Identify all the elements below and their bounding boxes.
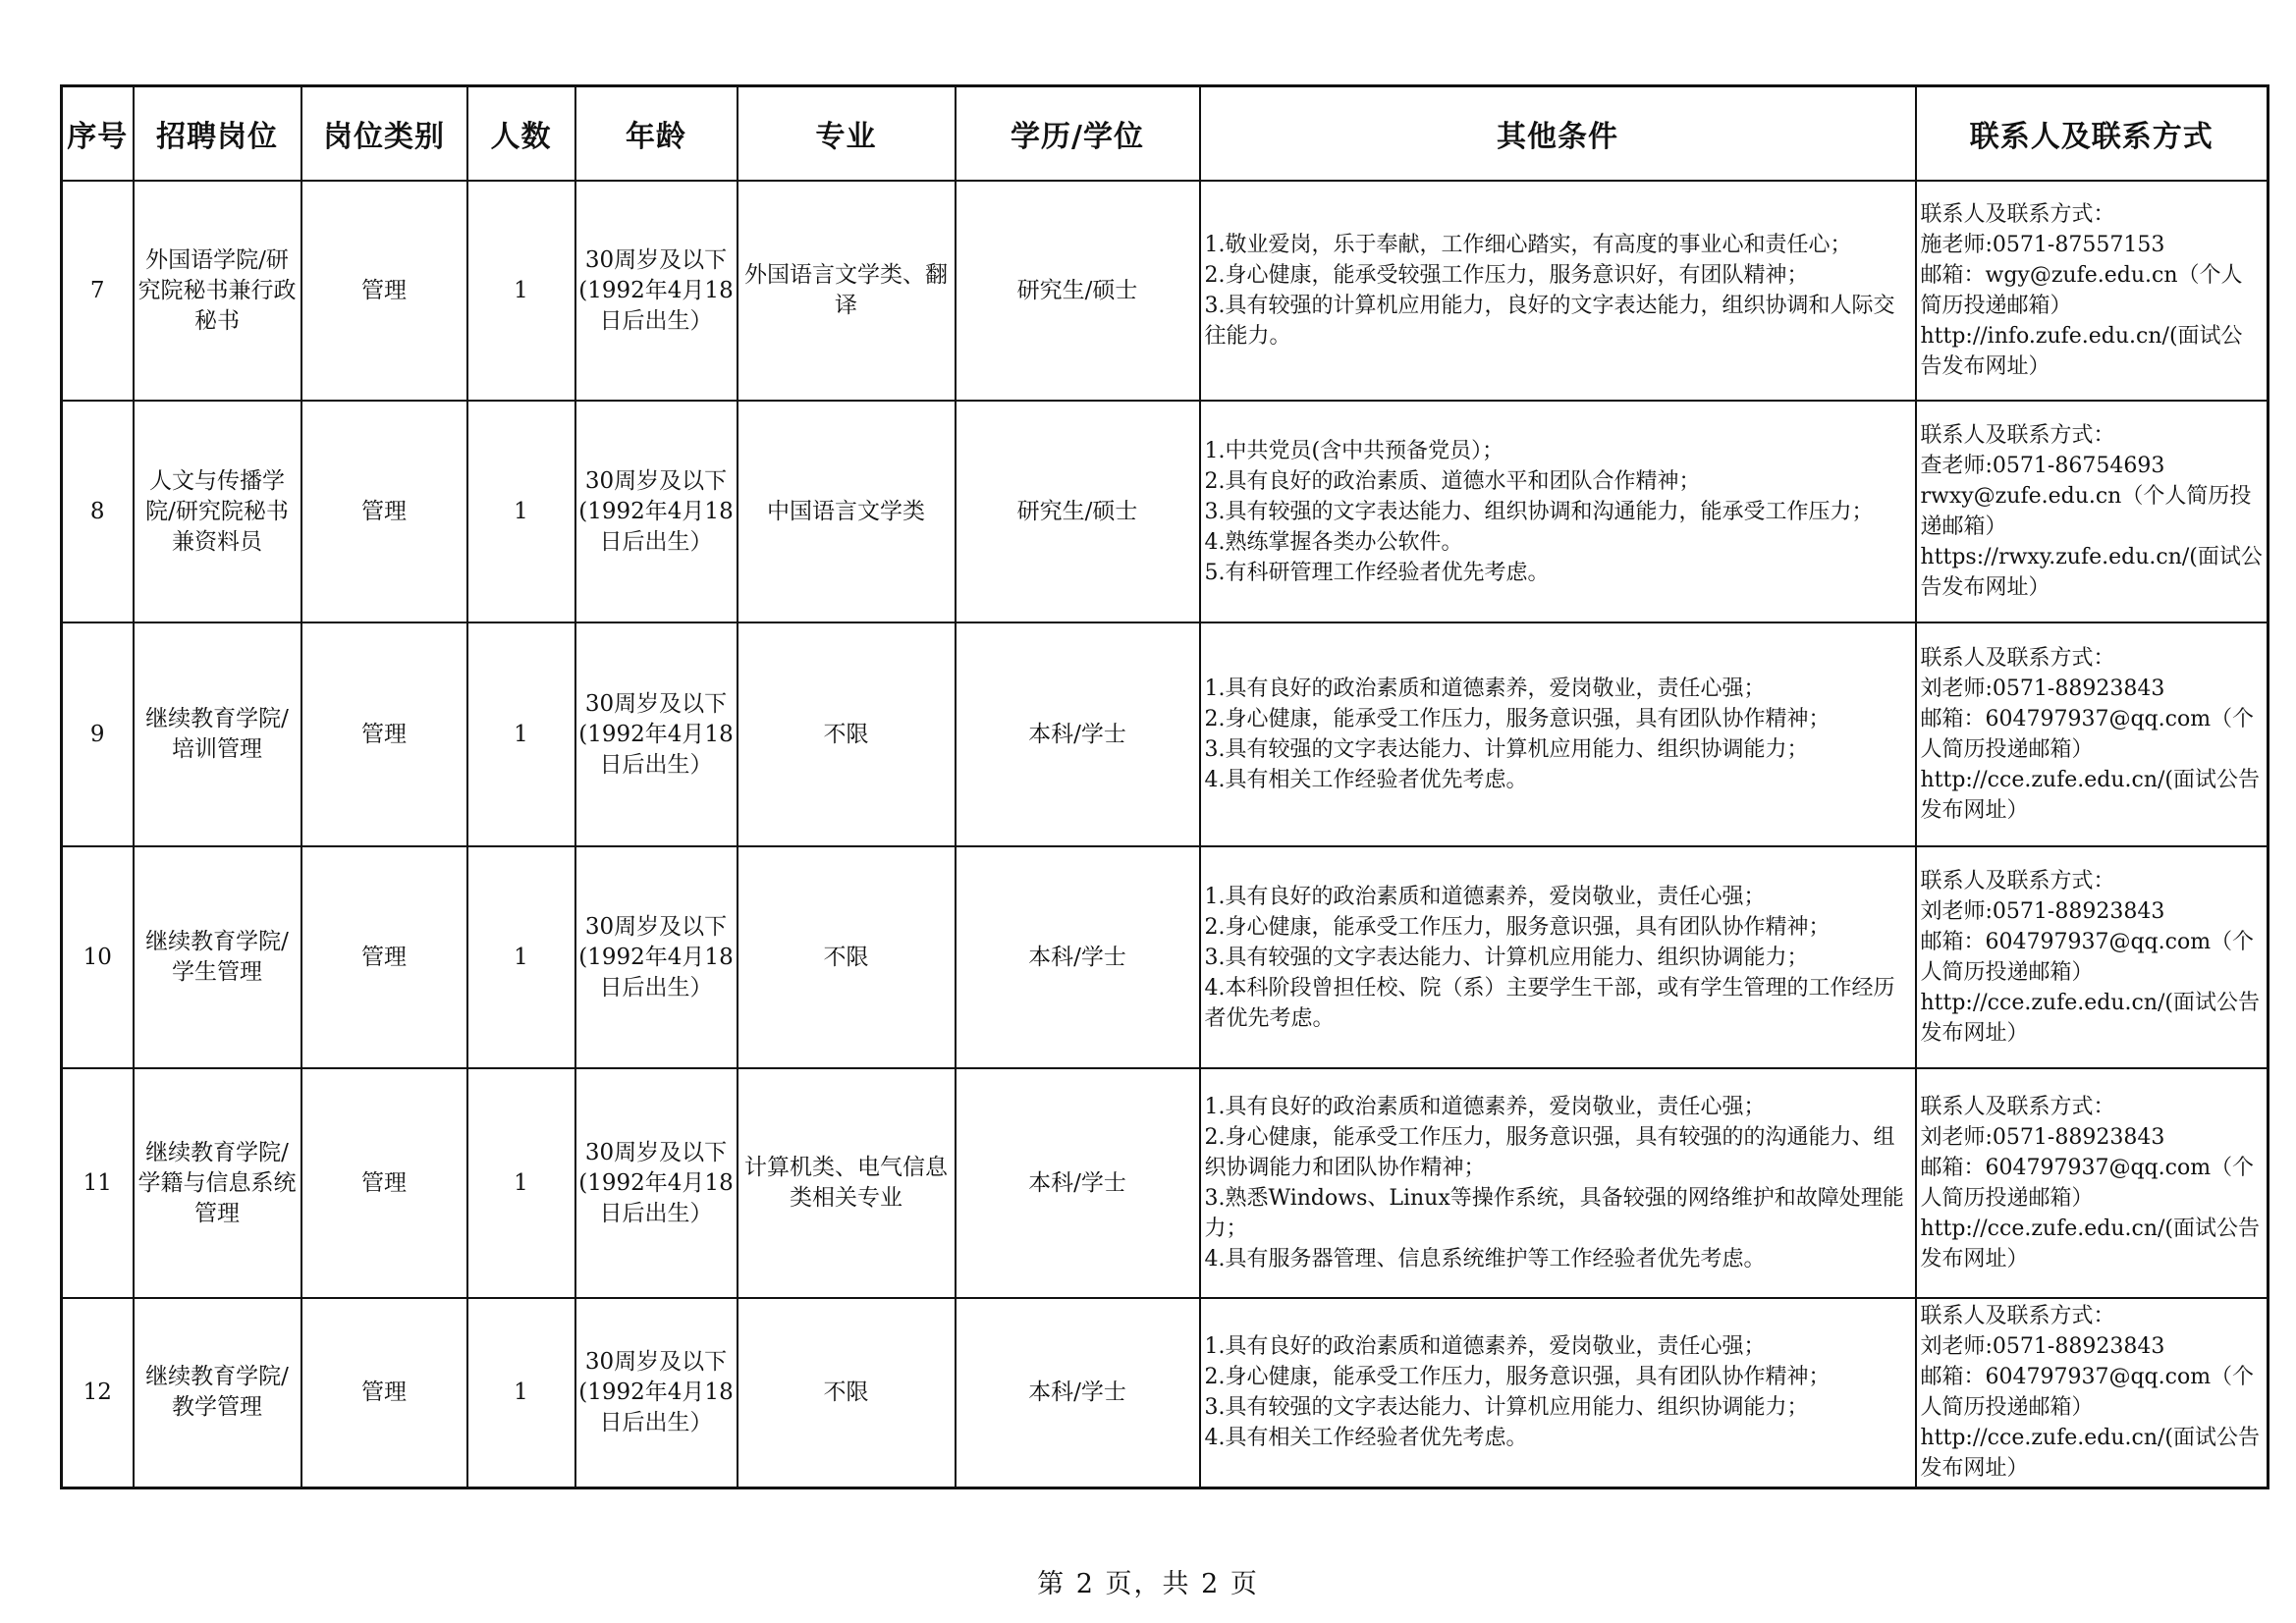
condition-line: 2.身心健康，能承受较强工作压力，服务意识好，有团队精神； [1204,263,1809,288]
cell-conditions [1200,846,1916,1068]
cell-count: 1 [467,401,575,622]
cell-major: 不限 [738,846,956,1068]
header-conditions: 其他条件 [1200,86,1916,182]
condition-line: 2.身心健康，能承受工作压力，服务意识强，具有团队协作精神； [1204,914,1831,940]
cell-count: 1 [467,622,575,846]
table-row [62,1068,2269,1298]
condition-line: 2.身心健康，能承受工作压力，服务意识强，具有团队协作精神； [1204,1365,1831,1390]
cell-major: 不限 [738,622,956,846]
cell-age: 30周岁及以下(1992年4月18日后出生） [575,846,738,1068]
header-row [62,86,2269,182]
contact-label: 联系人及联系方式： [1920,1095,2115,1119]
condition-line: 1.中共党员(含中共预备党员）； [1204,438,1504,463]
cell-category: 管理 [301,1298,467,1488]
cell-major: 不限 [738,1298,956,1488]
header-position: 招聘岗位 [134,86,301,182]
cell-contact [1916,1068,2269,1298]
contact-label: 联系人及联系方式： [1920,202,2115,227]
condition-line: 1.具有良好的政治素质和道德素养，爱岗敬业，责任心强； [1204,884,1766,909]
cell-major: 中国语言文学类 [738,401,956,622]
contact-phone: 刘老师:0571-88923843 [1920,1334,2165,1360]
condition-line: 3.具有较强的文字表达能力、计算机应用能力、组织协调能力； [1204,737,1809,762]
condition-line: 2.具有良好的政治素质、道德水平和团队合作精神； [1204,468,1701,494]
condition-line: 3.具有较强的文字表达能力、组织协调和沟通能力，能承受工作压力； [1204,499,1874,524]
cell-age: 30周岁及以下(1992年4月18日后出生） [575,1068,738,1298]
condition-line: 2.身心健康，能承受工作压力，服务意识强，具有团队协作精神； [1204,707,1831,731]
cell-category: 管理 [301,622,467,846]
header-no: 序号 [62,86,134,182]
header-category: 岗位类别 [301,86,467,182]
header-count: 人数 [467,86,575,182]
table-row [62,622,2269,846]
contact-email: 邮箱：wgy@zufe.edu.cn（个人简历投递邮箱） [1920,263,2243,318]
condition-line: 4.具有相关工作经验者优先考虑。 [1204,768,1528,792]
condition-line: 5.有科研管理工作经验者优先考虑。 [1204,560,1550,585]
cell-position: 继续教育学院/培训管理 [134,622,301,846]
header-major: 专业 [738,86,956,182]
cell-position: 继续教育学院/教学管理 [134,1298,301,1488]
cell-count: 1 [467,1068,575,1298]
cell-contact [1916,846,2269,1068]
cell-position: 继续教育学院/学籍与信息系统管理 [134,1068,301,1298]
contact-phone: 刘老师:0571-88923843 [1920,1125,2165,1150]
condition-line: 2.身心健康，能承受工作压力，服务意识强，具有较强的的沟通能力、组织协调能力和团队协作精神； [1204,1125,1895,1180]
condition-line: 4.熟练掌握各类办公软件。 [1204,529,1463,555]
contact-url: http://cce.zufe.edu.cn/(面试公告发布网址） [1920,768,2260,823]
cell-count: 1 [467,1298,575,1488]
cell-degree: 本科/学士 [956,1298,1200,1488]
cell-category: 管理 [301,401,467,622]
condition-line: 3.具有较强的计算机应用能力，良好的文字表达能力，组织协调和人际交往能力。 [1204,294,1895,349]
cell-age: 30周岁及以下(1992年4月18日后出生） [575,1298,738,1488]
condition-line: 3.具有较强的文字表达能力、计算机应用能力、组织协调能力； [1204,945,1809,970]
page-number: 第 2 页，共 2 页 [1037,1569,1259,1599]
cell-conditions [1200,622,1916,846]
header-degree: 学历/学位 [956,86,1200,182]
contact-phone: 施老师:0571-87557153 [1920,233,2165,257]
cell-degree: 本科/学士 [956,846,1200,1068]
contact-label: 联系人及联系方式： [1920,869,2115,893]
cell-category: 管理 [301,1068,467,1298]
contact-url: https://rwxy.zufe.edu.cn/(面试公告发布网址） [1920,545,2263,600]
cell-position: 继续教育学院/学生管理 [134,846,301,1068]
contact-email: 邮箱：604797937@qq.com（个人简历投递邮箱） [1920,1365,2255,1421]
cell-category: 管理 [301,846,467,1068]
cell-degree: 研究生/硕士 [956,181,1200,401]
contact-email: rwxy@zufe.edu.cn（个人简历投递邮箱） [1920,484,2252,539]
cell-age: 30周岁及以下(1992年4月18日后出生） [575,622,738,846]
condition-line: 1.具有良好的政治素质和道德素养，爱岗敬业，责任心强； [1204,676,1766,701]
contact-email: 邮箱：604797937@qq.com（个人简历投递邮箱） [1920,1156,2255,1211]
contact-email: 邮箱：604797937@qq.com（个人简历投递邮箱） [1920,707,2255,762]
contact-label: 联系人及联系方式： [1920,1304,2115,1329]
contact-url: http://cce.zufe.edu.cn/(面试公告发布网址） [1920,1426,2260,1482]
cell-contact [1916,622,2269,846]
table-row [62,846,2269,1068]
condition-line: 1.具有良好的政治素质和道德素养，爱岗敬业，责任心强； [1204,1334,1766,1360]
cell-no: 9 [62,622,134,846]
contact-label: 联系人及联系方式： [1920,423,2115,448]
cell-no: 11 [62,1068,134,1298]
cell-conditions [1200,181,1916,401]
cell-count: 1 [467,181,575,401]
cell-no: 12 [62,1298,134,1488]
cell-conditions [1200,1298,1916,1488]
condition-line: 4.具有相关工作经验者优先考虑。 [1204,1426,1528,1451]
contact-url: http://cce.zufe.edu.cn/(面试公告发布网址） [1920,991,2260,1046]
condition-line: 1.具有良好的政治素质和道德素养，爱岗敬业，责任心强； [1204,1095,1766,1119]
cell-age: 30周岁及以下(1992年4月18日后出生） [575,181,738,401]
cell-count: 1 [467,846,575,1068]
contact-phone: 刘老师:0571-88923843 [1920,676,2165,701]
cell-major: 外国语言文学类、翻译 [738,181,956,401]
condition-line: 3.熟悉Windows、Linux等操作系统，具备较强的网络维护和故障处理能力； [1204,1186,1904,1241]
cell-degree: 本科/学士 [956,622,1200,846]
recruitment-table [60,84,2269,1489]
cell-contact [1916,401,2269,622]
contact-url: http://cce.zufe.edu.cn/(面试公告发布网址） [1920,1217,2260,1271]
condition-line: 4.具有服务器管理、信息系统维护等工作经验者优先考虑。 [1204,1247,1766,1271]
cell-contact [1916,181,2269,401]
cell-conditions [1200,1068,1916,1298]
cell-age: 30周岁及以下(1992年4月18日后出生） [575,401,738,622]
cell-degree: 研究生/硕士 [956,401,1200,622]
table-row [62,181,2269,401]
cell-no: 10 [62,846,134,1068]
cell-contact [1916,1298,2269,1488]
cell-conditions [1200,401,1916,622]
cell-no: 7 [62,181,134,401]
header-age: 年龄 [575,86,738,182]
cell-major: 计算机类、电气信息类相关专业 [738,1068,956,1298]
contact-label: 联系人及联系方式： [1920,646,2115,671]
header-contact: 联系人及联系方式 [1916,86,2269,182]
contact-url: http://info.zufe.edu.cn/(面试公告发布网址） [1920,324,2243,379]
condition-line: 4.本科阶段曾担任校、院（系）主要学生干部，或有学生管理的工作经历者优先考虑。 [1204,975,1895,1031]
cell-position: 外国语学院/研究院秘书兼行政秘书 [134,181,301,401]
table-row [62,1298,2269,1488]
cell-no: 8 [62,401,134,622]
condition-line: 1.敬业爱岗，乐于奉献，工作细心踏实，有高度的事业心和责任心； [1204,233,1852,257]
contact-phone: 查老师:0571-86754693 [1920,454,2165,478]
contact-phone: 刘老师:0571-88923843 [1920,899,2165,924]
cell-degree: 本科/学士 [956,1068,1200,1298]
cell-position: 人文与传播学院/研究院秘书兼资料员 [134,401,301,622]
table-row [62,401,2269,622]
contact-email: 邮箱：604797937@qq.com（个人简历投递邮箱） [1920,930,2255,985]
cell-category: 管理 [301,181,467,401]
condition-line: 3.具有较强的文字表达能力、计算机应用能力、组织协调能力； [1204,1395,1809,1421]
